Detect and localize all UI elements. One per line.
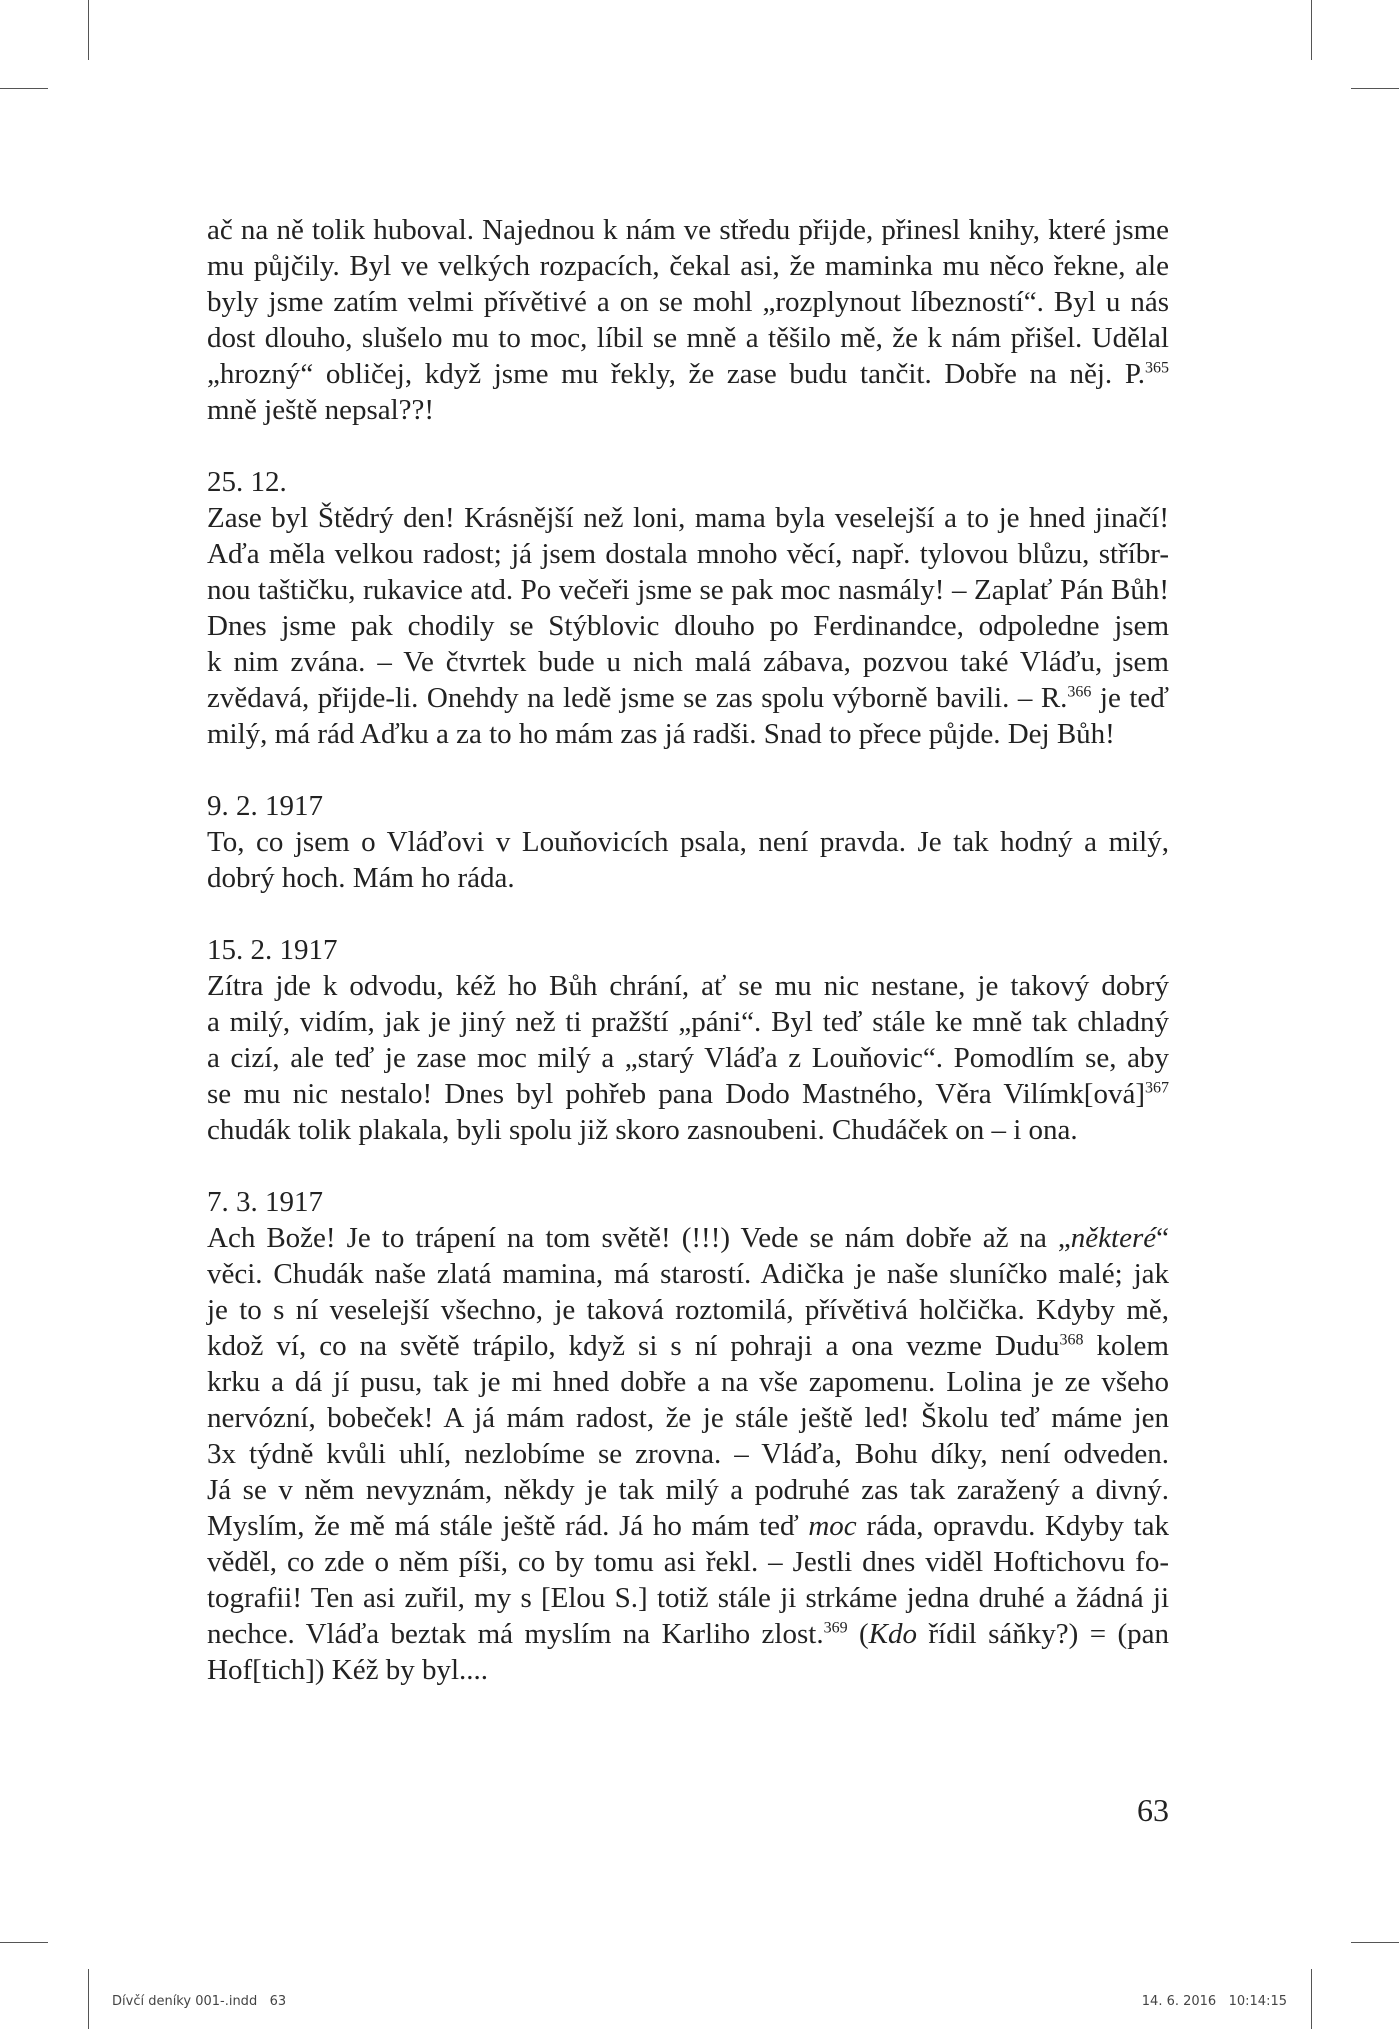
text-line: a milý, vidím, jak je jiný než ti pražští „páni“. Byl teď stále ke mně tak chladný [207,1006,1169,1038]
text-segment: „hrozný“ obličej, když jsme mu řekly, že zase budu tančit. Dobře na něj. P. [207,358,1145,390]
text-line: tografii! Ten asi zuřil, my s [Elou S.] totiž stále ji strkáme jedna druhé a žádná ji [207,1582,1169,1614]
text-line: věci. Chudák naše zlatá mamina, má starostí. Adička je naše sluníčko malé; jak [207,1258,1169,1290]
text-segment: Myslím, že mě má stále ještě rád. Já ho mám teď [207,1510,809,1542]
entry-date: 9. 2. 1917 [207,790,323,822]
text-line: Já se v něm nevyznám, někdy je tak milý a podruhé zas tak zaražený a divný. [207,1474,1169,1506]
text-line: mně ještě nepsal??! [207,394,435,426]
text-line: Dnes jsme pak chodily se Stýblovic dlouho po Ferdinandce, odpoledne jsem [207,610,1169,642]
entry-date: 15. 2. 1917 [207,934,338,966]
text-segment: zvědavá, přijde-li. Onehdy na ledě jsme se zas spolu výborně bavili. – R. [207,682,1068,714]
text-line: 3x týdně kvůli uhlí, nezlobíme se zrovna. – Vláďa, Bohu díky, není odveden. [207,1438,1169,1470]
emphasis: moc [808,1510,857,1542]
opening-paragraph [207,212,1169,428]
text-line [207,356,1169,392]
crop-mark [1311,1969,1312,2029]
text-segment: kolem [1083,1330,1169,1362]
text-segment: nechce. Vláďa beztak má myslím na Karliho zlost. [207,1618,824,1650]
text-line [207,1220,1169,1256]
text-line: milý, má rád Aďku a za to ho mám zas já radši. Snad to přece půjde. Dej Bůh! [207,718,1115,750]
crop-mark [1351,88,1399,89]
text-line: chudák tolik plakala, byli spolu již skoro zasnoubeni. Chudáček on – i ona. [207,1114,1078,1146]
text-line: ač na ně tolik huboval. Najednou k nám ve středu přijde, přinesl knihy, které jsme [207,214,1169,246]
text-line: Zase byl Štědrý den! Krásnější než loni, mama byla veselejší a to je hned jinačí! [207,502,1169,534]
diary-entry [207,788,1169,896]
footnote-ref: 366 [1067,683,1092,701]
crop-mark [88,1969,89,2029]
page-number: 63 [1137,1792,1169,1828]
crop-mark [0,88,48,89]
text-segment: “ [1156,1222,1169,1254]
text-segment: kdož ví, co na světě trápilo, když si s ní pohraji a ona vezme Dudu [207,1330,1060,1362]
entry-date: 25. 12. [207,466,287,498]
crop-mark [0,1942,48,1943]
text-segment: se mu nic nestalo! Dnes byl pohřeb pana Dodo Mastného, Věra Vilímk[ová] [207,1078,1145,1110]
text-line: nou taštičku, rukavice atd. Po večeři jsme se pak moc nasmály! – Zaplať Pán Bůh! [207,574,1169,606]
text-line: dobrý hoch. Mám ho ráda. [207,862,515,894]
diary-entry [207,1184,1169,1688]
text-line: byly jsme zatím velmi přívětivé a on se mohl „rozplynout líbezností“. Byl u nás [207,286,1169,318]
text-line: a cizí, ale teď je zase moc milý a „starý Vláďa z Louňovic“. Pomodlím se, aby [207,1042,1169,1074]
text-line [207,1328,1169,1364]
print-slug-timestamp: 14. 6. 2016 10:14:15 [1141,1994,1287,2009]
diary-entry [207,932,1169,1148]
text-line: nervózní, bobeček! A já mám radost, že je stále ještě led! Školu teď máme jen [207,1402,1169,1434]
text-line [207,1616,1169,1652]
text-line: je to s ní veselejší všechno, je taková roztomilá, přívětivá holčička. Kdyby mě, [207,1294,1169,1326]
text-line: věděl, co zde o něm píši, co by tomu asi řekl. – Jestli dnes viděl Hoftichovu fo- [207,1546,1169,1578]
text-line: Aďa měla velkou radost; já jsem dostala mnoho věcí, např. tylovou blůzu, stříbr- [207,538,1169,570]
emphasis: některé [1070,1222,1157,1254]
footnote-ref: 369 [823,1619,848,1637]
entry-date: 7. 3. 1917 [207,1186,323,1218]
crop-mark [88,0,89,60]
print-slug-filename: Dívčí deníky 001-.indd 63 [112,1994,287,2009]
text-line: k nim zvána. – Ve čtvrtek bude u nich malá zábava, pozvou také Vláďu, jsem [207,646,1169,678]
footnote-ref: 367 [1145,1079,1169,1097]
emphasis: Kdo [868,1618,917,1650]
footnote-ref: 365 [1145,359,1169,377]
text-line: krku a dá jí pusu, tak je mi hned dobře a na vše zapomenu. Lolina je ze všeho [207,1366,1169,1398]
text-line: Hof[tich]) Kéž by byl.... [207,1654,489,1686]
text-line: mu půjčily. Byl ve velkých rozpacích, čekal asi, že maminka mu něco řekne, ale [207,250,1169,282]
crop-mark [1311,0,1312,60]
text-line [207,680,1169,716]
text-segment: řídil sáňky?) = (pan [916,1618,1169,1650]
text-line: To, co jsem o Vláďovi v Louňovicích psala, není pravda. Je tak hodný a milý, [207,826,1169,858]
text-segment: je teď [1091,682,1169,714]
text-block [207,212,1169,1724]
diary-entry [207,464,1169,752]
crop-mark [1351,1942,1399,1943]
text-line [207,1508,1169,1544]
text-line: Zítra jde k odvodu, kéž ho Bůh chrání, ať se mu nic nestane, je takový dobrý [207,970,1169,1002]
text-segment: Ach Bože! Je to trápení na tom světě! (!!!) Vede se nám dobře až na „ [207,1222,1071,1254]
footnote-ref: 368 [1059,1331,1084,1349]
text-segment: ráda, opravdu. Kdyby tak [856,1510,1169,1542]
text-segment: ( [847,1618,869,1650]
text-line [207,1076,1169,1112]
text-line: dost dlouho, slušelo mu to moc, líbil se mně a těšilo mě, že k nám přišel. Udělal [207,322,1169,354]
